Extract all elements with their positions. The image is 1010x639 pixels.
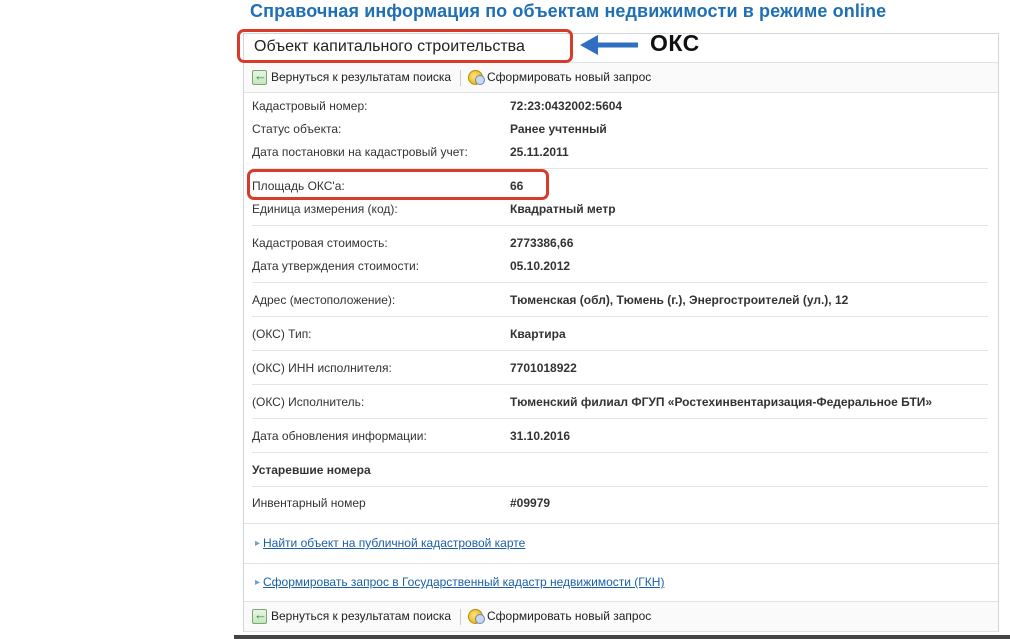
toolbar-divider	[460, 70, 461, 86]
info-row-value-date	[252, 259, 571, 273]
info-label: Статус объекта:	[252, 122, 342, 136]
info-row-unit	[252, 202, 616, 216]
info-row-area	[252, 179, 524, 193]
gkn-request-link[interactable]: Сформировать запрос в Государственный кадастр недвижимости (ГКН)	[263, 575, 665, 589]
info-value: 66	[510, 179, 524, 193]
row-divider	[252, 282, 988, 283]
info-row-cadastral-number	[252, 99, 623, 113]
new-request-icon	[468, 609, 483, 624]
new-request-icon	[468, 70, 483, 85]
info-row-inn	[252, 361, 577, 375]
info-label: Площадь ОКС'а:	[252, 179, 345, 193]
public-map-link[interactable]: Найти объект на публичной кадастровой карте	[263, 536, 526, 550]
link-bullet-icon: ▸	[255, 577, 261, 588]
row-divider	[252, 418, 988, 419]
new-request-button[interactable]	[468, 68, 651, 86]
object-card-title: Объект капитального строительства	[254, 38, 525, 55]
page-header-title: Справочная информация по объектам недвижимости в режиме online	[250, 1, 887, 21]
info-row-inventory-number	[252, 496, 551, 510]
back-to-results-label: Вернуться к результатам поиска	[271, 609, 452, 623]
info-label: (ОКС) ИНН исполнителя:	[252, 361, 392, 375]
info-value: 25.11.2011	[510, 145, 569, 159]
info-label: Дата постановки на кадастровый учет:	[252, 145, 468, 159]
info-value: 7701018922	[510, 361, 577, 375]
info-value: Ранее учтенный	[510, 122, 607, 136]
info-label: Дата утверждения стоимости:	[252, 259, 420, 273]
info-value: Квартира	[510, 327, 566, 341]
info-row-type	[252, 327, 566, 341]
annotation-arrow-icon	[580, 34, 640, 56]
row-divider	[252, 452, 988, 453]
row-divider	[252, 316, 988, 317]
info-value: 31.10.2016	[510, 429, 571, 443]
info-value: 05.10.2012	[510, 259, 571, 273]
new-request-button[interactable]	[468, 607, 651, 625]
info-value: #09979	[510, 496, 551, 510]
back-arrow-icon	[252, 70, 267, 85]
info-label: (ОКС) Исполнитель:	[252, 395, 365, 409]
back-to-results-button[interactable]	[252, 607, 451, 625]
info-label: (ОКС) Тип:	[252, 327, 312, 341]
toolbar-divider	[460, 609, 461, 625]
object-card	[243, 33, 999, 632]
new-request-label: Сформировать новый запрос	[487, 70, 652, 84]
back-to-results-button[interactable]	[252, 68, 451, 86]
info-row-update-date	[252, 429, 571, 443]
info-label: Кадастровый номер:	[252, 99, 368, 113]
window-bottom-edge	[234, 635, 1010, 639]
link-bullet-icon: ▸	[255, 538, 261, 549]
info-value: 2773386,66	[510, 236, 574, 250]
info-label: Инвентарный номер	[252, 496, 366, 510]
info-value: Квадратный метр	[510, 202, 616, 216]
info-label: Кадастровая стоимость:	[252, 236, 388, 250]
info-value: Тюменская (обл), Тюмень (г.), Энергостроителей (ул.), 12	[510, 293, 849, 307]
info-row-status	[252, 122, 607, 136]
info-label: Адрес (местоположение):	[252, 293, 396, 307]
info-row-address	[252, 293, 849, 307]
old-numbers-heading: Устаревшие номера	[252, 463, 371, 477]
info-row-executor	[252, 395, 933, 409]
link-row-gkn	[244, 563, 998, 602]
info-value: 72:23:0432002:5604	[510, 99, 623, 113]
link-row-map	[244, 523, 998, 563]
row-divider	[252, 225, 988, 226]
info-value: Тюменский филиал ФГУП «Ростехинвентаризация-Федеральное БТИ»	[510, 395, 933, 409]
new-request-label: Сформировать новый запрос	[487, 609, 652, 623]
info-row-cadastral-value	[252, 236, 574, 250]
annotation-label: ОКС	[650, 30, 700, 56]
info-label: Единица измерения (код):	[252, 202, 398, 216]
row-divider	[252, 168, 988, 169]
row-divider	[252, 384, 988, 385]
row-divider	[252, 486, 988, 487]
info-label: Дата обновления информации:	[252, 429, 427, 443]
back-to-results-label: Вернуться к результатам поиска	[271, 70, 452, 84]
row-divider	[252, 350, 988, 351]
back-arrow-icon	[252, 609, 267, 624]
bottom-toolbar	[244, 601, 998, 632]
top-toolbar	[244, 62, 998, 93]
info-row-registration-date	[252, 145, 569, 159]
